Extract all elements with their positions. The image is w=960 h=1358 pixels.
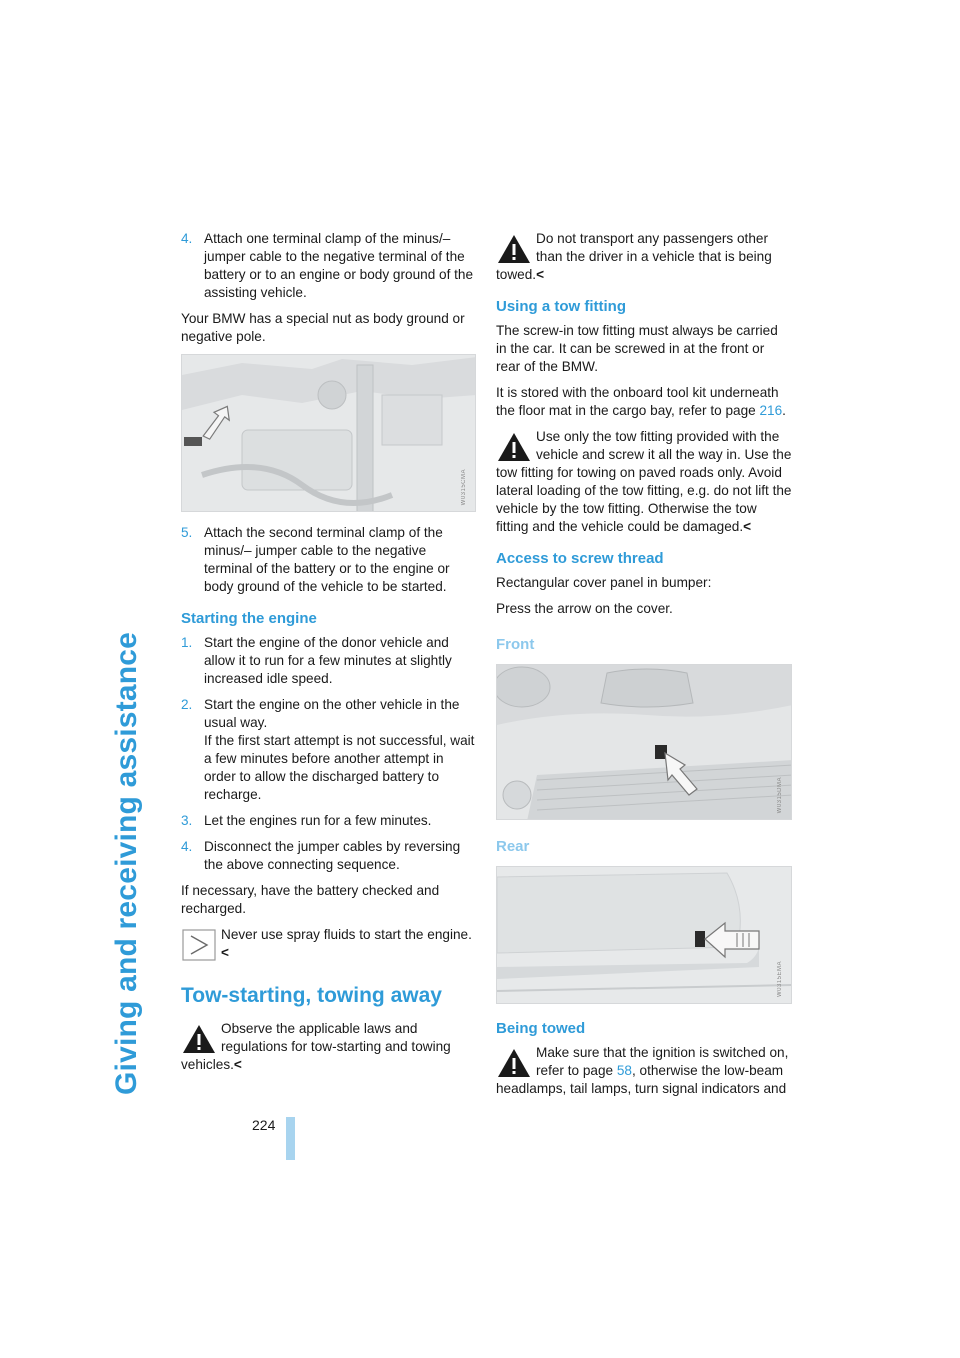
figure-code: W0315EMA — [777, 960, 783, 997]
warning-text: , otherwise the low-beam headlamps, tail lamps, turn signal indicators and — [496, 1063, 787, 1096]
page-link-216[interactable]: 216 — [759, 403, 783, 418]
step-text: Start the engine on the other vehicle in the usual way. If the first start attempt is not successful, wait a few minutes before another attempt in order to allow the discharged battery to recharge. — [204, 697, 475, 802]
front-bumper-figure — [496, 664, 792, 820]
heading-tow-starting: Tow-starting, towing away — [181, 984, 442, 1007]
figure-code: W0315CMA — [461, 468, 467, 505]
body-paragraph: If necessary, have the battery checked and recharged. — [181, 883, 440, 916]
paragraph-text: It is stored with the onboard tool kit underneath the floor mat in the cargo bay, refer to page — [496, 385, 779, 418]
warning-icon — [181, 1022, 217, 1056]
end-mark: < — [221, 945, 229, 960]
body-paragraph: Press the arrow on the cover. — [496, 601, 673, 616]
step-number: 2. — [181, 697, 193, 712]
warning-box — [496, 428, 792, 536]
step-item — [181, 524, 476, 596]
engine-bay-illustration — [182, 355, 476, 512]
warning-box — [181, 1020, 476, 1074]
step-text: Attach one terminal clamp of the minus/– jumper cable to the negative terminal of the battery or to an engine or body ground of the assisting vehicle. — [204, 231, 474, 300]
heading-being-towed: Being towed — [496, 1020, 586, 1037]
page-link-58[interactable]: 58 — [616, 1063, 632, 1078]
body-paragraph: The screw-in tow fitting must always be carried in the car. It can be screwed in at the front or rear of the BMW. — [496, 323, 778, 374]
paragraph-text: . — [782, 403, 786, 418]
warning-box — [496, 1044, 792, 1098]
end-mark: < — [536, 267, 545, 282]
step-text: Attach the second terminal clamp of the minus/– jumper cable to the negative terminal of the battery or to the engine or body ground of the vehicle to be started. — [204, 525, 450, 594]
step-item — [181, 838, 476, 874]
label-front: Front — [496, 636, 535, 653]
warning-text: Do not transport any passengers other than the driver in a vehicle that is being towed. — [496, 231, 772, 282]
section-side-title: Giving and receiving assistance — [110, 631, 143, 1095]
step-text: Disconnect the jumper cables by reversing the above connecting sequence. — [204, 839, 461, 872]
warning-icon — [496, 1046, 532, 1080]
engine-bay-figure — [181, 354, 476, 512]
figure-code: W0315DMA — [777, 776, 783, 813]
left-column — [181, 230, 476, 1082]
step-item — [181, 812, 476, 830]
front-bumper-illustration — [497, 665, 792, 820]
right-column — [496, 230, 792, 1106]
warning-text: Use only the tow fitting provided with the vehicle and screw it all the way in. Use the tow fitting for towing on paved roads only. Avoid lateral loading of the tow fitting, e.g. do not lift the vehicle by the tow fitting. Otherwise the tow fitting and the vehicle could be damaged. — [496, 429, 792, 534]
page-number: 224 — [252, 1117, 276, 1133]
step-text: Start the engine of the donor vehicle and allow it to run for a few minutes at slightly increased idle speed. — [204, 635, 452, 686]
rear-bumper-illustration — [497, 867, 792, 1004]
step-item — [181, 696, 476, 804]
note-text: Never use spray fluids to start the engine. — [221, 927, 472, 942]
step-text: Let the engines run for a few minutes. — [204, 813, 432, 828]
step-number: 3. — [181, 813, 193, 828]
warning-icon — [496, 232, 532, 266]
label-rear: Rear — [496, 838, 530, 855]
warning-icon — [496, 430, 532, 464]
step-item — [181, 634, 476, 688]
step-item — [181, 230, 476, 302]
warning-text: Make sure that the ignition is switched on, refer to page — [536, 1045, 789, 1078]
page-marker-bar — [286, 1117, 295, 1160]
body-paragraph: Rectangular cover panel in bumper: — [496, 575, 712, 590]
step-number: 1. — [181, 635, 193, 650]
end-mark: < — [233, 1057, 242, 1072]
heading-access-screw-thread: Access to screw thread — [496, 550, 664, 567]
warning-text: Observe the applicable laws and regulations for tow-starting and towing vehicles. — [181, 1021, 451, 1072]
body-paragraph: Your BMW has a special nut as body ground or negative pole. — [181, 311, 465, 344]
warning-box — [496, 230, 792, 284]
body-paragraph — [496, 384, 792, 420]
rear-bumper-figure — [496, 866, 792, 1004]
note-icon — [181, 928, 217, 962]
step-number: 4. — [181, 839, 193, 854]
step-number: 4. — [181, 231, 193, 246]
heading-tow-fitting: Using a tow fitting — [496, 298, 626, 315]
step-number: 5. — [181, 525, 193, 540]
note-box — [181, 926, 476, 962]
end-mark: < — [743, 519, 752, 534]
heading-starting-engine: Starting the engine — [181, 610, 317, 627]
